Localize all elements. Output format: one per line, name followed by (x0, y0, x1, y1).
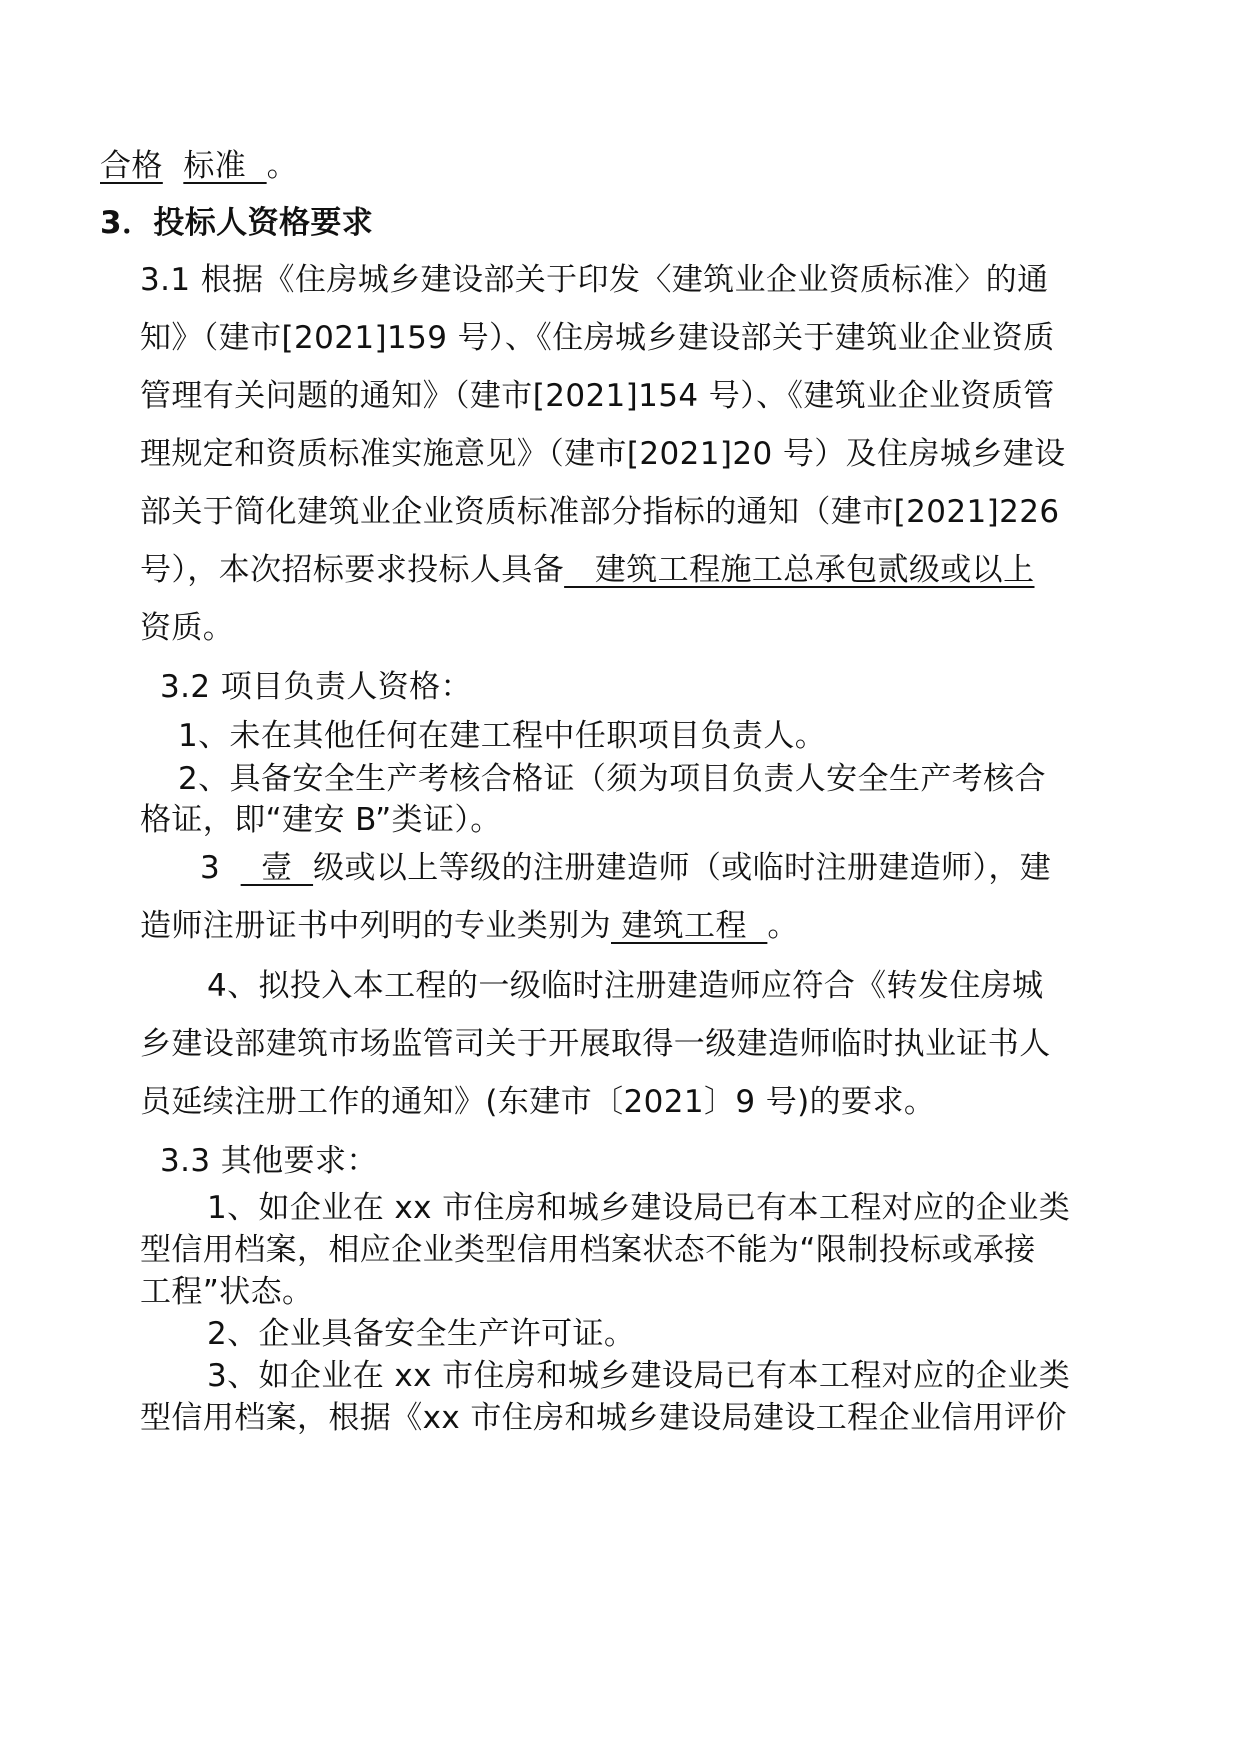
subsection-title: 3.2 项目负责人资格： (160, 669, 472, 705)
paragraph-line: 3.1 根据《住房城乡建设部关于印发〈建筑业企业资质标准〉的通 (140, 262, 1049, 298)
paragraph-line: 知》（建市[2021]159 号）、《住房城乡建设部关于建筑业企业资质 (140, 320, 1055, 356)
paragraph-line: 部关于简化建筑业企业资质标准部分指标的通知（建市[2021]226 (140, 494, 1060, 530)
paragraph-line: 号），本次招标要求投标人具备 建筑工程施工总承包贰级或以上 (140, 552, 1035, 588)
list-item-continuation: 格证，即“建安 B”类证）。 (140, 802, 502, 838)
criteria-line: 合格 标准 。 (100, 148, 299, 184)
list-item: 2、企业具备安全生产许可证。 (207, 1316, 636, 1352)
list-item-continuation: 型信用档案，相应企业类型信用档案状态不能为“限制投标或承接 (140, 1232, 1036, 1268)
paragraph-line: 资质。 (140, 610, 235, 646)
underlined-field: 标准 (183, 148, 267, 184)
list-item-continuation: 乡建设部建筑市场监管司关于开展取得一级建造师临时执业证书人 (140, 1026, 1051, 1062)
paragraph-line: 管理有关问题的通知》（建市[2021]154 号）、《建筑业企业资质管 (140, 378, 1055, 414)
paragraph-line: 理规定和资质标准实施意见》（建市[2021]20 号）及住房城乡建设 (140, 436, 1066, 472)
list-item: 1、未在其他任何在建工程中任职项目负责人。 (178, 718, 827, 754)
list-item: 2、具备安全生产考核合格证（须为项目负责人安全生产考核合 (178, 761, 1046, 797)
list-item-continuation: 造师注册证书中列明的专业类别为 建筑工程 。 (140, 908, 799, 944)
qualification-field: 建筑工程施工总承包贰级或以上 (564, 552, 1035, 588)
specialty-field: 建筑工程 (611, 908, 768, 944)
section-heading: 3．投标人资格要求 (100, 205, 374, 241)
list-item: 3、如企业在 xx 市住房和城乡建设局已有本工程对应的企业类 (207, 1358, 1071, 1394)
list-item-continuation: 型信用档案，根据《xx 市住房和城乡建设局建设工程企业信用评价 (140, 1400, 1067, 1436)
underlined-field: 合格 (100, 148, 163, 184)
level-field: 壹 (240, 850, 314, 886)
list-item: 3 壹 级或以上等级的注册建造师（或临时注册建造师），建 (200, 850, 1052, 886)
subsection-title: 3.3 其他要求： (160, 1143, 378, 1179)
list-item: 1、如企业在 xx 市住房和城乡建设局已有本工程对应的企业类 (207, 1190, 1071, 1226)
list-item-continuation: 员延续注册工作的通知》(东建市〔2021〕9 号)的要求。 (140, 1084, 936, 1120)
list-item-continuation: 工程”状态。 (140, 1274, 314, 1310)
list-item: 4、拟投入本工程的一级临时注册建造师应符合《转发住房城 (207, 968, 1044, 1004)
